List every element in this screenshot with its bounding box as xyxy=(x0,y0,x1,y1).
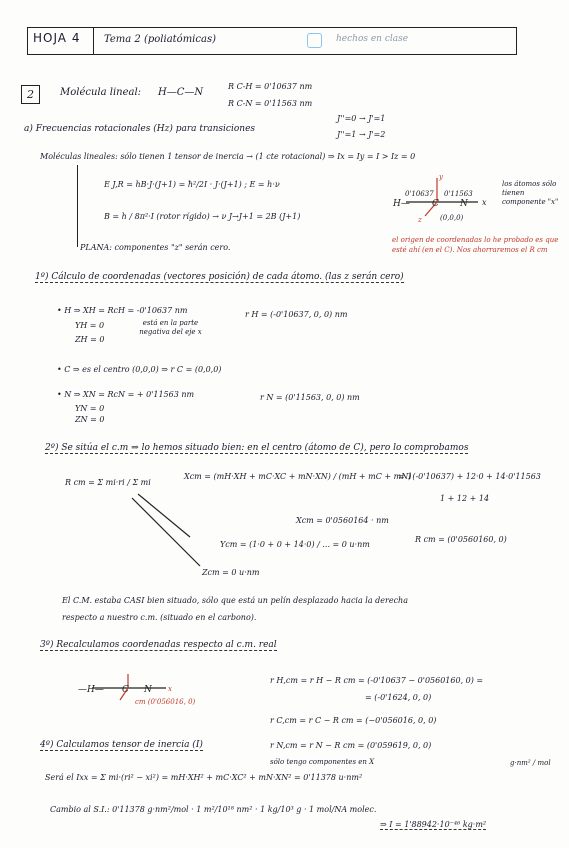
n-z: ZN = 0 xyxy=(75,415,105,424)
svg-text:H—: H— xyxy=(393,199,410,209)
transition-2: J''=1 → J'=2 xyxy=(337,130,386,139)
rcm-formula: R cm = Σ mi·ri / Σ mi xyxy=(65,478,151,487)
origin-label: (0,0,0) xyxy=(440,214,464,222)
svg-text:z: z xyxy=(418,216,422,224)
topic-title: Tema 2 (poliatómicas) xyxy=(104,34,216,45)
h-z: ZH = 0 xyxy=(75,335,105,344)
bond-cn: R C-N = 0'11563 nm xyxy=(228,99,313,108)
n-y: YN = 0 xyxy=(75,404,105,413)
sheet-label: HOJA 4 xyxy=(33,31,81,45)
h-negative-note: está en la parte negativa del eje x xyxy=(139,319,202,336)
rh-cm: r H,cm = r H − R cm = (-0'10637 − 0'0560160, 0) = xyxy=(270,676,484,685)
svg-text:x: x xyxy=(482,198,487,207)
ycm-formula: Ycm = (1·0 + 0 + 14·0) / ... = 0 u·nm xyxy=(220,540,370,549)
rc-cm: r C,cm = r C − R cm = (−0'056016, 0, 0) xyxy=(270,716,437,725)
step3-title: 3º) Recalculamos coordenadas respecto al c.m. real xyxy=(40,640,277,650)
inertia-unit: g·nm² / mol xyxy=(510,759,551,767)
part-a-intro: a) Frecuencias rotacionales (Hz) para transiciones xyxy=(24,124,256,134)
inertia-eq: Será el Ixx = Σ mi·(ri² − xi²) = mH·XH² + mC·XC² + mN·XN² = 0'11378 u·nm² xyxy=(45,773,363,782)
h-x: • H ⇒ XH = RcH = -0'10637 nm xyxy=(57,306,188,315)
linear-line-1: Moléculas lineales: sólo tienen 1 tensor de inercia → (1 cte rotacional) ⇒ Ix = Iy = I > Iz = 0 xyxy=(40,152,416,161)
cm-label: cm (0'056016, 0) xyxy=(135,698,196,706)
dist-cn: 0'11563 xyxy=(444,190,473,198)
svg-text:y: y xyxy=(439,173,443,181)
inertia-result: ⇒ I = 1'88942·10⁻⁴⁶ kg·m² xyxy=(380,820,487,829)
status-note: hechos en clase xyxy=(336,34,409,44)
xcm-denominator: 1 + 12 + 14 xyxy=(440,494,490,503)
problem-number: 2 xyxy=(21,85,40,104)
atoms-x-note: los átomos sólo tienen componente "x" xyxy=(502,180,559,206)
b-eq: B = h / 8π²·I (rotor rígido) → ν J→J+1 = 2B (J+1) xyxy=(104,212,301,221)
problem-title: Molécula lineal: xyxy=(60,87,142,98)
svg-text:N: N xyxy=(144,685,152,695)
transition-1: J''=0 → J'=1 xyxy=(337,114,386,123)
xcm-formula: Xcm = (mH·XH + mC·XC + mN·XN) / (mH + mC + mN) xyxy=(184,472,412,481)
si-conversion: Cambio al S.I.: 0'11378 g·nm²/mol · 1 m²/10¹⁸ nm² · 1 kg/10³ g · 1 mol/NA molec. xyxy=(50,805,377,814)
done-checkbox[interactable] xyxy=(307,33,322,48)
h-y: YH = 0 xyxy=(75,321,105,330)
svg-text:—H—: —H— xyxy=(78,685,104,695)
xcm-result: Xcm = 0'0560164 · nm xyxy=(296,516,389,525)
n-x: • N ⇒ XN = RcN = + 0'11563 nm xyxy=(57,390,195,399)
h-vector: r H = (-0'10637, 0, 0) nm xyxy=(245,310,348,319)
cm-diagram xyxy=(78,672,178,712)
x-only-note: sólo tengo componentes en X xyxy=(270,758,375,766)
bond-ch: R C-H = 0'10637 nm xyxy=(228,82,313,91)
energy-eq: E J,R = hB·J·(J+1) = ħ²/2I · J·(J+1) ; E = h·ν xyxy=(104,180,280,189)
rcm-result: R cm = (0'0560160, 0) xyxy=(415,535,507,544)
n-vector: r N = (0'11563, 0, 0) nm xyxy=(260,393,360,402)
xcm-numerator: = 1(-0'10637) + 12·0 + 14·0'11563 xyxy=(398,472,541,481)
bracket-line xyxy=(77,165,78,247)
svg-text:C: C xyxy=(432,199,439,209)
zcm-result: Zcm = 0 u·nm xyxy=(202,568,260,577)
dist-ch: 0'10637 xyxy=(405,190,434,198)
rn-cm: r N,cm = r N − R cm = (0'059619, 0, 0) xyxy=(270,741,432,750)
step1-title: 1º) Cálculo de coordenadas (vectores posición) de cada átomo. (las z serán cero) xyxy=(35,272,404,282)
molecule-formula: H—C—N xyxy=(158,87,204,98)
plana-note: PLANA: componentes "z" serán cero. xyxy=(80,243,231,252)
arrows xyxy=(130,492,230,572)
origin-note: el origen de coordenadas lo he probado es que esté ahí (en el C). Nos ahorraremos el R cm xyxy=(392,236,559,254)
rh-cm-result: = (-0'1624, 0, 0) xyxy=(365,693,432,702)
c-center: • C ⇒ es el centro (0,0,0) ⇒ r C = (0,0,0) xyxy=(57,365,222,374)
svg-text:N: N xyxy=(460,199,468,209)
svg-text:C: C xyxy=(122,685,129,695)
svg-text:x: x xyxy=(168,685,172,693)
step2-comment-2: respecto a nuestro c.m. (situado en el carbono). xyxy=(62,613,257,622)
step2-title: 2º) Se sitúa el c.m ⇒ lo hemos situado bien: en el centro (átomo de C), pero lo comprobamos xyxy=(45,443,469,453)
step2-comment-1: El C.M. estaba CASI bien situado, sólo que está un pelín desplazado hacia la derecha xyxy=(62,596,408,605)
step4-title: 4º) Calculamos tensor de inercia (I) xyxy=(40,740,203,750)
